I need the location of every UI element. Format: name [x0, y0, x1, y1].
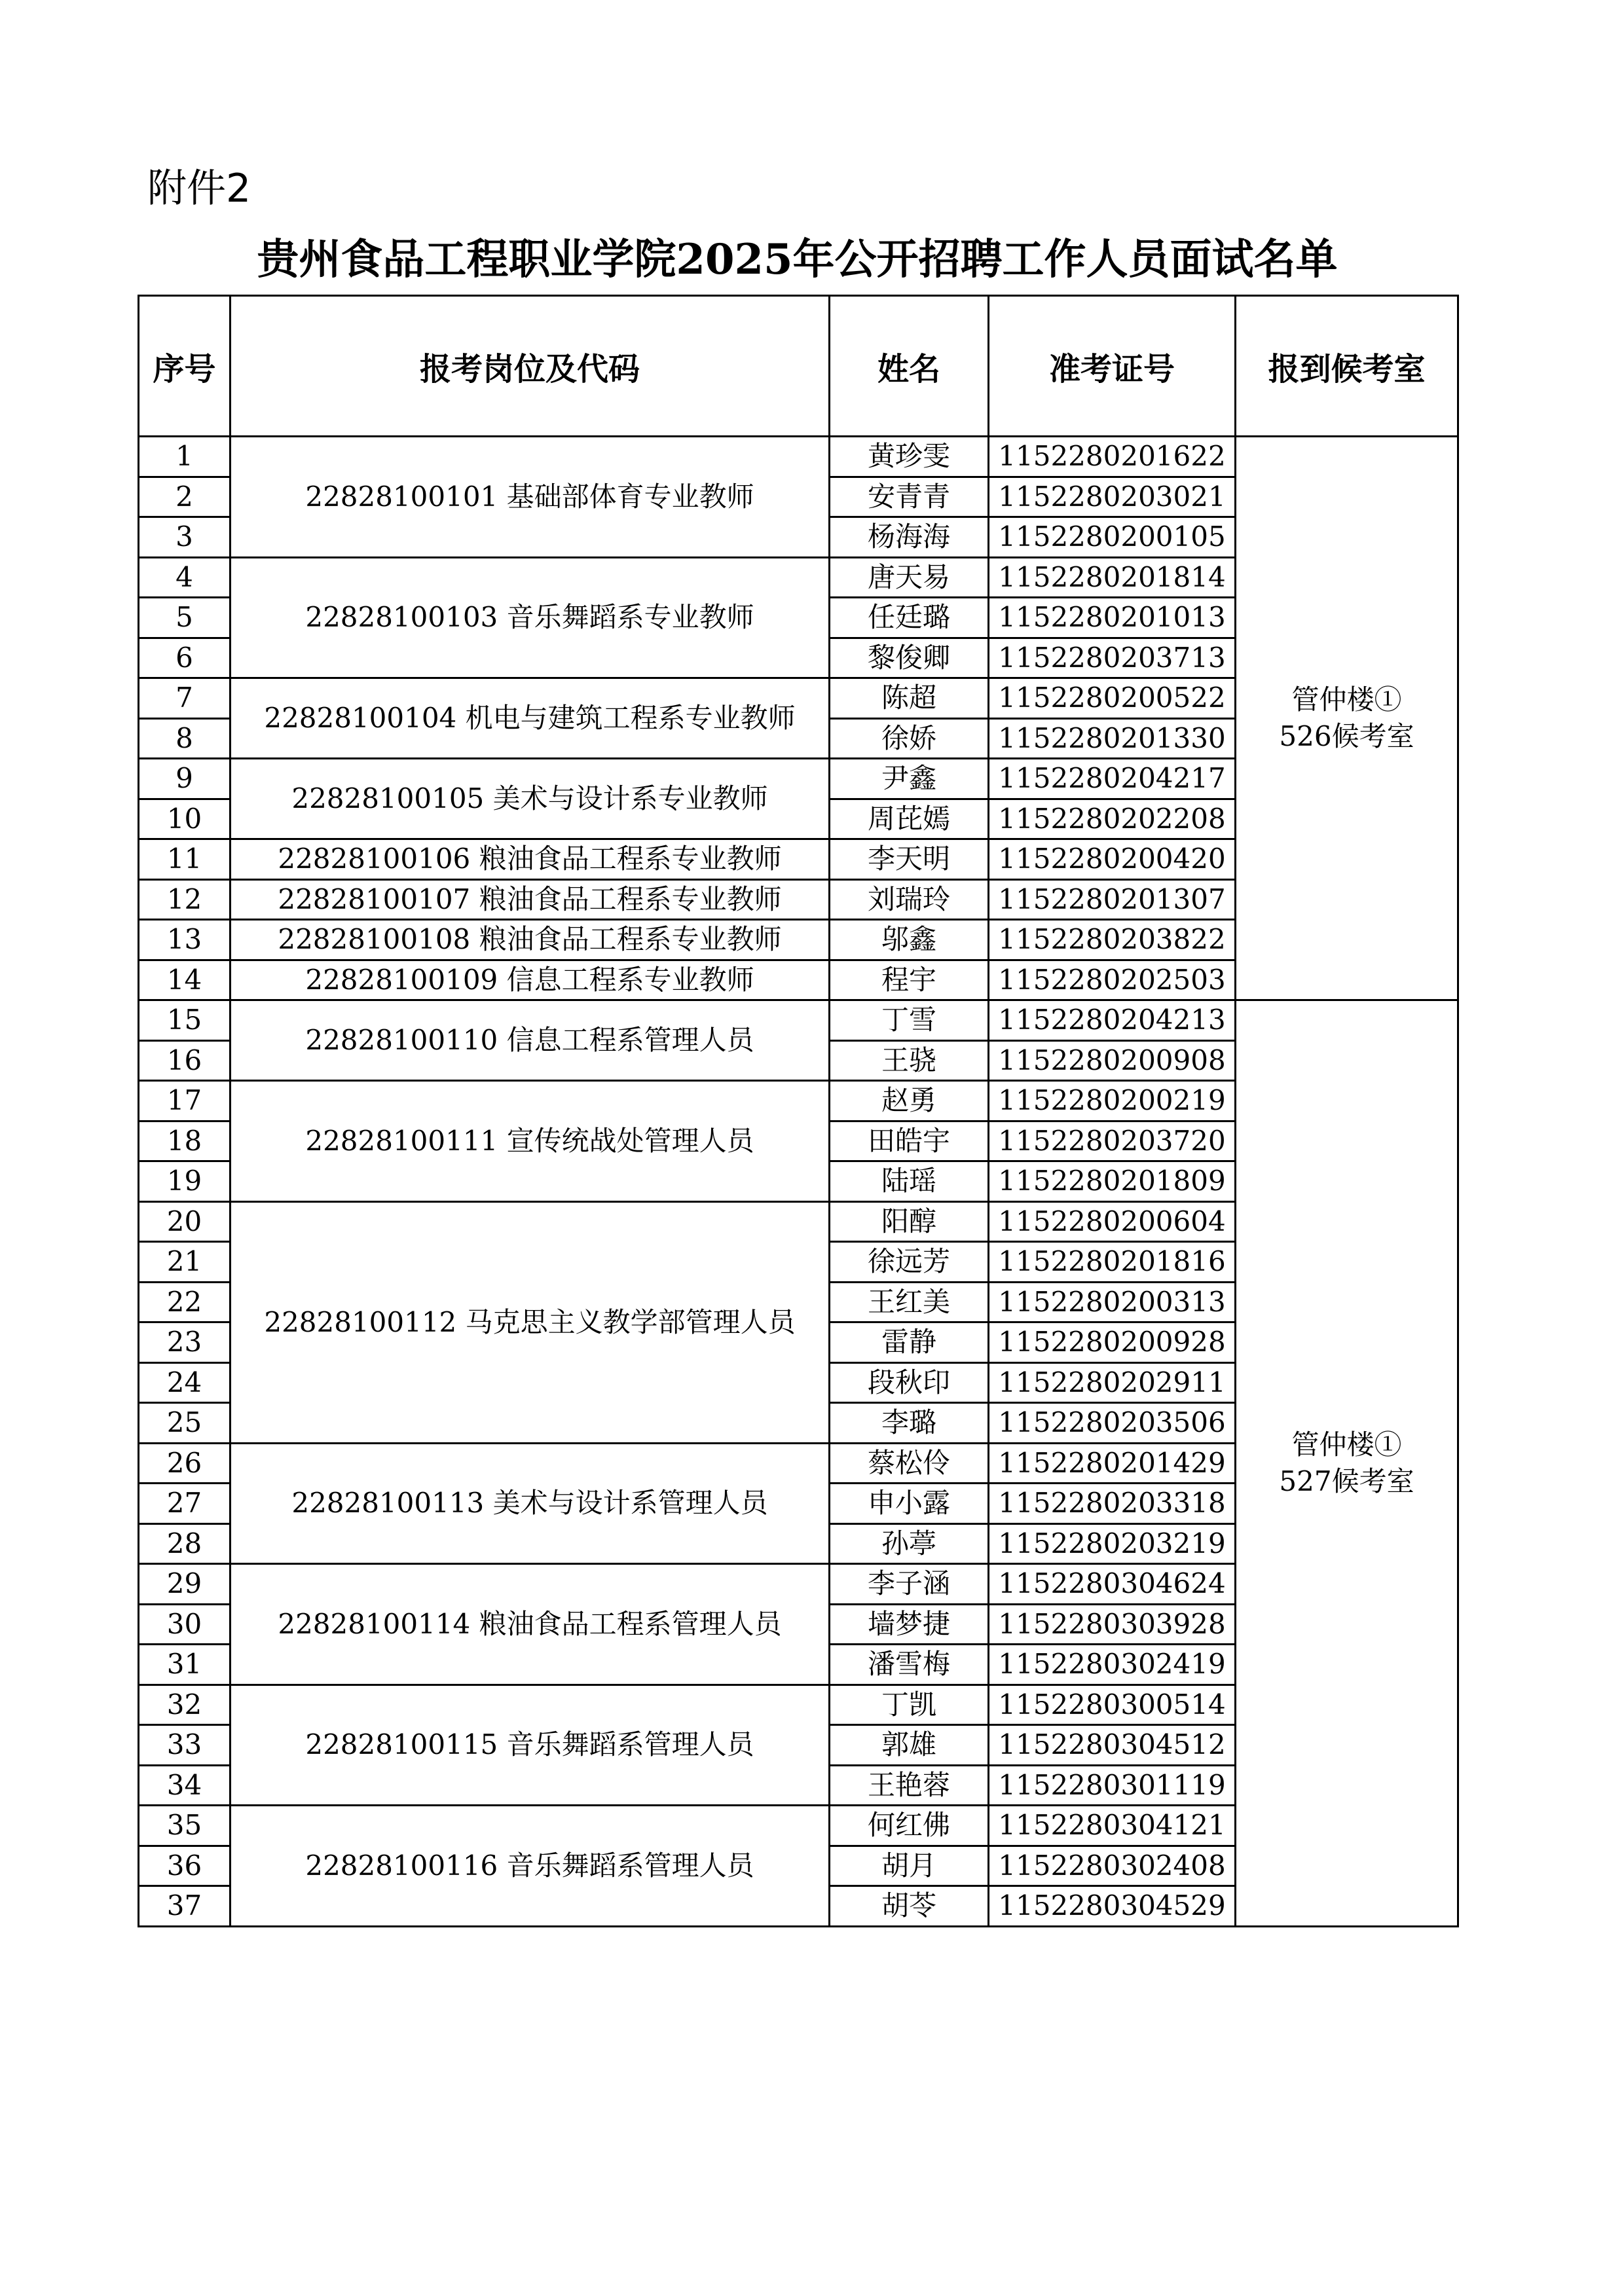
admission-ticket-number: 1152280204217	[989, 759, 1236, 799]
candidate-name: 段秋印	[830, 1362, 989, 1403]
admission-ticket-number: 1152280304624	[989, 1564, 1236, 1605]
attachment-label: 附件2	[147, 166, 251, 211]
row-number: 12	[139, 879, 231, 920]
admission-ticket-number: 1152280302419	[989, 1645, 1236, 1685]
row-number: 1	[139, 437, 231, 477]
admission-ticket-number: 1152280201307	[989, 879, 1236, 920]
candidate-name: 潘雪梅	[830, 1645, 989, 1685]
row-number: 7	[139, 678, 231, 719]
position-code-cell: 22828100114 粮油食品工程系管理人员	[231, 1564, 830, 1685]
candidate-name: 安青青	[830, 477, 989, 517]
candidate-name: 周芘嫣	[830, 799, 989, 839]
admission-ticket-number: 1152280201330	[989, 718, 1236, 759]
row-number: 23	[139, 1322, 231, 1363]
candidate-name: 何红佛	[830, 1806, 989, 1846]
row-number: 36	[139, 1846, 231, 1886]
row-number: 31	[139, 1645, 231, 1685]
row-number: 19	[139, 1161, 231, 1202]
candidate-name: 胡苓	[830, 1886, 989, 1927]
row-number: 33	[139, 1725, 231, 1766]
row-number: 15	[139, 1000, 231, 1041]
position-code-cell: 22828100109 信息工程系专业教师	[231, 960, 830, 1000]
admission-ticket-number: 1152280201429	[989, 1443, 1236, 1484]
candidate-name: 李天明	[830, 839, 989, 880]
row-number: 32	[139, 1685, 231, 1725]
table-body	[139, 437, 1458, 1927]
row-number: 4	[139, 557, 231, 598]
row-number: 5	[139, 598, 231, 638]
waiting-room-building: 管仲楼①	[1291, 683, 1402, 716]
candidate-name: 蔡松伶	[830, 1443, 989, 1484]
admission-ticket-number: 1152280200420	[989, 839, 1236, 880]
candidate-name: 徐娇	[830, 718, 989, 759]
position-code-cell: 22828100108 粮油食品工程系专业教师	[231, 920, 830, 960]
row-number: 10	[139, 799, 231, 839]
admission-ticket-number: 1152280304529	[989, 1886, 1236, 1927]
candidate-name: 丁雪	[830, 1000, 989, 1041]
candidate-name: 杨海海	[830, 517, 989, 558]
column-header-room: 报到候考室	[1236, 296, 1458, 437]
waiting-room-number: 527候考室	[1279, 1465, 1414, 1497]
candidate-name: 胡月	[830, 1846, 989, 1886]
table-header-row	[139, 296, 1458, 437]
candidate-name: 郭雄	[830, 1725, 989, 1766]
candidate-name: 丁凯	[830, 1685, 989, 1725]
candidate-name: 邬鑫	[830, 920, 989, 960]
admission-ticket-number: 1152280201814	[989, 557, 1236, 598]
candidate-name: 李璐	[830, 1403, 989, 1444]
candidate-name: 徐远芳	[830, 1242, 989, 1283]
admission-ticket-number: 1152280303928	[989, 1604, 1236, 1645]
candidate-name: 任廷璐	[830, 598, 989, 638]
candidate-name: 王红美	[830, 1282, 989, 1322]
candidate-name: 墙梦捷	[830, 1604, 989, 1645]
position-code-cell: 22828100113 美术与设计系管理人员	[231, 1443, 830, 1564]
row-number: 3	[139, 517, 231, 558]
admission-ticket-number: 1152280201622	[989, 437, 1236, 477]
admission-ticket-number: 1152280200105	[989, 517, 1236, 558]
table-row	[139, 1000, 1458, 1041]
position-code-cell: 22828100111 宣传统战处管理人员	[231, 1081, 830, 1202]
position-code-cell: 22828100107 粮油食品工程系专业教师	[231, 879, 830, 920]
row-number: 22	[139, 1282, 231, 1322]
admission-ticket-number: 1152280200928	[989, 1322, 1236, 1363]
row-number: 27	[139, 1484, 231, 1524]
candidate-name: 雷静	[830, 1322, 989, 1363]
row-number: 20	[139, 1201, 231, 1242]
admission-ticket-number: 1152280203021	[989, 477, 1236, 517]
candidate-name: 唐天易	[830, 557, 989, 598]
interview-roster-table	[138, 295, 1459, 1927]
position-code-cell: 22828100103 音乐舞蹈系专业教师	[231, 557, 830, 678]
admission-ticket-number: 1152280302408	[989, 1846, 1236, 1886]
row-number: 21	[139, 1242, 231, 1283]
row-number: 18	[139, 1121, 231, 1161]
row-number: 30	[139, 1604, 231, 1645]
candidate-name: 王艳蓉	[830, 1765, 989, 1806]
row-number: 26	[139, 1443, 231, 1484]
candidate-name: 尹鑫	[830, 759, 989, 799]
candidate-name: 刘瑞玲	[830, 879, 989, 920]
column-header-position: 报考岗位及代码	[231, 296, 830, 437]
admission-ticket-number: 1152280203219	[989, 1523, 1236, 1564]
admission-ticket-number: 1152280201809	[989, 1161, 1236, 1202]
row-number: 8	[139, 718, 231, 759]
candidate-name: 赵勇	[830, 1081, 989, 1121]
row-number: 14	[139, 960, 231, 1000]
row-number: 37	[139, 1886, 231, 1927]
row-number: 2	[139, 477, 231, 517]
waiting-room-cell	[1236, 1000, 1458, 1927]
admission-ticket-number: 1152280200313	[989, 1282, 1236, 1322]
candidate-name: 阳醇	[830, 1201, 989, 1242]
position-code-cell: 22828100110 信息工程系管理人员	[231, 1000, 830, 1081]
candidate-name: 孙葶	[830, 1523, 989, 1564]
admission-ticket-number: 1152280203822	[989, 920, 1236, 960]
admission-ticket-number: 1152280301119	[989, 1765, 1236, 1806]
position-code-cell: 22828100104 机电与建筑工程系专业教师	[231, 678, 830, 759]
candidate-name: 黄珍雯	[830, 437, 989, 477]
row-number: 16	[139, 1040, 231, 1081]
admission-ticket-number: 1152280202503	[989, 960, 1236, 1000]
row-number: 28	[139, 1523, 231, 1564]
waiting-room-number: 526候考室	[1279, 720, 1414, 752]
row-number: 9	[139, 759, 231, 799]
waiting-room-building: 管仲楼①	[1291, 1428, 1402, 1461]
admission-ticket-number: 1152280204213	[989, 1000, 1236, 1041]
admission-ticket-number: 1152280201816	[989, 1242, 1236, 1283]
column-header-number: 序号	[139, 296, 231, 437]
admission-ticket-number: 1152280304121	[989, 1806, 1236, 1846]
candidate-name: 王骁	[830, 1040, 989, 1081]
admission-ticket-number: 1152280203506	[989, 1403, 1236, 1444]
admission-ticket-number: 1152280304512	[989, 1725, 1236, 1766]
candidate-name: 陆瑶	[830, 1161, 989, 1202]
row-number: 25	[139, 1403, 231, 1444]
candidate-name: 田皓宇	[830, 1121, 989, 1161]
candidate-name: 申小露	[830, 1484, 989, 1524]
row-number: 24	[139, 1362, 231, 1403]
waiting-room-cell	[1236, 437, 1458, 1000]
candidate-name: 程宇	[830, 960, 989, 1000]
admission-ticket-number: 1152280201013	[989, 598, 1236, 638]
row-number: 17	[139, 1081, 231, 1121]
row-number: 6	[139, 638, 231, 678]
position-code-cell: 22828100116 音乐舞蹈系管理人员	[231, 1806, 830, 1927]
admission-ticket-number: 1152280202911	[989, 1362, 1236, 1403]
document-title: 贵州食品工程职业学院2025年公开招聘工作人员面试名单	[257, 235, 1338, 284]
candidate-name: 李子涵	[830, 1564, 989, 1605]
admission-ticket-number: 1152280200604	[989, 1201, 1236, 1242]
position-code-cell: 22828100115 音乐舞蹈系管理人员	[231, 1685, 830, 1806]
row-number: 29	[139, 1564, 231, 1605]
admission-ticket-number: 1152280200522	[989, 678, 1236, 719]
candidate-name: 陈超	[830, 678, 989, 719]
column-header-ticket: 准考证号	[989, 296, 1236, 437]
position-code-cell: 22828100112 马克思主义教学部管理人员	[231, 1201, 830, 1443]
position-code-cell: 22828100105 美术与设计系专业教师	[231, 759, 830, 839]
row-number: 11	[139, 839, 231, 880]
admission-ticket-number: 1152280202208	[989, 799, 1236, 839]
row-number: 13	[139, 920, 231, 960]
admission-ticket-number: 1152280200908	[989, 1040, 1236, 1081]
admission-ticket-number: 1152280200219	[989, 1081, 1236, 1121]
column-header-name: 姓名	[830, 296, 989, 437]
position-code-cell: 22828100101 基础部体育专业教师	[231, 437, 830, 558]
admission-ticket-number: 1152280203318	[989, 1484, 1236, 1524]
candidate-name: 黎俊卿	[830, 638, 989, 678]
row-number: 34	[139, 1765, 231, 1806]
row-number: 35	[139, 1806, 231, 1846]
table-row	[139, 437, 1458, 477]
position-code-cell: 22828100106 粮油食品工程系专业教师	[231, 839, 830, 880]
admission-ticket-number: 1152280203720	[989, 1121, 1236, 1161]
admission-ticket-number: 1152280300514	[989, 1685, 1236, 1725]
admission-ticket-number: 1152280203713	[989, 638, 1236, 678]
